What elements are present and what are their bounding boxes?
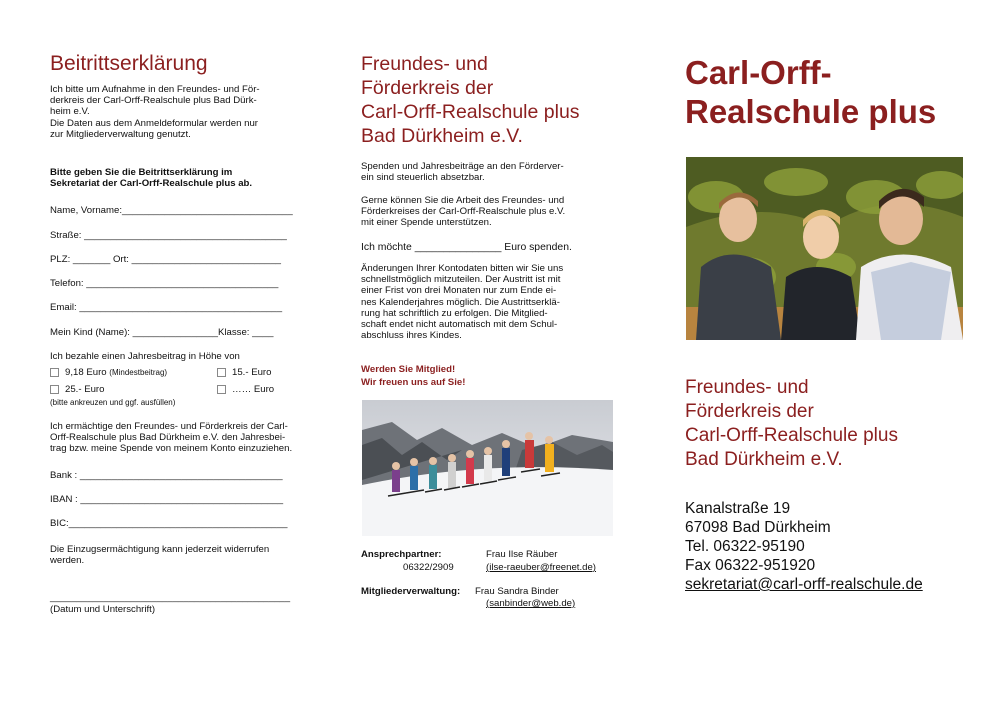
- checkbox-icon[interactable]: [50, 368, 59, 377]
- fee-option-custom[interactable]: …… Euro: [217, 384, 274, 395]
- cta-line: Wir freuen uns auf Sie!: [361, 376, 466, 388]
- debit-line: trag bzw. meine Spende von meinem Konto einzuziehen.: [50, 443, 293, 455]
- checkbox-icon[interactable]: [217, 368, 226, 377]
- instruction-line: Bitte geben Sie die Beitrittserklärung im: [50, 167, 233, 178]
- intro-line: heim e.V.: [50, 106, 90, 118]
- title-line: Carl-Orff-: [685, 54, 832, 91]
- street-field[interactable]: Straße: ______________________________________: [50, 230, 287, 241]
- form-intro: [50, 84, 320, 140]
- call-to-action: [361, 364, 465, 389]
- instruction-line: Sekretariat der Carl-Orff-Realschule plus ab.: [50, 178, 253, 190]
- donation-amount-field[interactable]: Ich möchte _______________ Euro spenden.: [361, 242, 572, 253]
- membership-admin-name: Frau Sandra Binder: [475, 586, 559, 597]
- subtitle-line: Bad Dürkheim e.V.: [685, 449, 843, 470]
- form-heading: Beitrittserklärung: [50, 52, 208, 75]
- subtitle-line: Carl-Orff-Realschule plus: [685, 425, 898, 446]
- cancel-line: rung hat schriftlich zu erfolgen. Die Mitglied-: [361, 307, 548, 319]
- heading-line: Carl-Orff-Realschule plus: [361, 101, 580, 123]
- iban-field[interactable]: IBAN : ______________________________________: [50, 494, 284, 505]
- students-photo: [686, 157, 963, 340]
- bank-field[interactable]: Bank : ______________________________________: [50, 470, 283, 481]
- address-line: 67098 Bad Dürkheim: [685, 519, 831, 536]
- phone-field[interactable]: Telefon: ____________________________________: [50, 278, 279, 289]
- zip-city-field[interactable]: PLZ: _______ Ort: ____________________________: [50, 254, 281, 265]
- cta-line: Werden Sie Mitglied!: [361, 364, 456, 375]
- contact-phone: 06322/2909: [403, 562, 454, 573]
- fee-option-25[interactable]: 25.- Euro: [50, 384, 104, 395]
- cancel-line: schnellstmöglich mitzuteilen. Der Austritt ist mit: [361, 274, 561, 286]
- revocation-note: [50, 544, 330, 566]
- intro-line: Ich bitte um Aufnahme in den Freundes- und För-: [50, 84, 260, 95]
- donation-text: [361, 195, 621, 229]
- tax-note: [361, 161, 621, 183]
- association-subtitle: [685, 376, 898, 472]
- fee-label: Ich bezahle einen Jahresbeitrag in Höhe von: [50, 351, 240, 362]
- revocation-line: Die Einzugsermächtigung kann jederzeit widerrufen: [50, 544, 270, 555]
- heading-line: Freundes- und: [361, 53, 488, 75]
- address-line: Fax 06322-951920: [685, 557, 816, 574]
- donation-line: Förderkreises der Carl-Orff-Realschule plus e.V.: [361, 206, 566, 218]
- fee-option-15[interactable]: 15.- Euro: [217, 367, 271, 378]
- heading-line: Bad Dürkheim e.V.: [361, 125, 523, 147]
- ski-group-photo: [362, 400, 613, 536]
- cancel-line: abschluss ihres Kindes.: [361, 330, 462, 342]
- debit-line: Ich ermächtige den Freundes- und Förderkreis der Carl-: [50, 421, 288, 432]
- heading-line: Förderkreis der: [361, 77, 494, 99]
- fee-option-918[interactable]: 9,18 Euro (Mindestbeitrag): [50, 367, 167, 378]
- tick-hint: (bitte ankreuzen und ggf. ausfüllen): [50, 398, 176, 407]
- direct-debit-text: [50, 421, 330, 455]
- school-email-link[interactable]: sekretariat@carl-orff-realschule.de: [685, 576, 923, 593]
- tax-line: ein sind steuerlich absetzbar.: [361, 172, 485, 184]
- cancel-line: einer Frist von drei Monaten nur zum Ende ei-: [361, 285, 557, 297]
- signature-label: (Datum und Unterschrift): [50, 604, 156, 615]
- membership-admin-label: Mitgliederverwaltung:: [361, 586, 461, 597]
- contact-email-link[interactable]: (ilse-raeuber@freenet.de): [486, 562, 596, 573]
- cancel-line: schaft endet nicht automatisch mit dem Schul-: [361, 319, 558, 331]
- subtitle-line: Förderkreis der: [685, 401, 814, 422]
- membership-admin-email-link[interactable]: (sanbinder@web.de): [486, 598, 576, 609]
- tax-line: Spenden und Jahresbeiträge an den Förderver-: [361, 161, 564, 172]
- min-fee-note: (Mindestbeitrag): [109, 368, 168, 377]
- intro-line: derkreis der Carl-Orff-Realschule plus Bad Dürk-: [50, 95, 257, 107]
- address-line: Kanalstraße 19: [685, 500, 791, 517]
- cancel-line: nes Kalenderjahres möglich. Die Austrittserklä-: [361, 296, 560, 308]
- checkbox-icon[interactable]: [50, 385, 59, 394]
- name-field[interactable]: Name, Vorname:________________________________: [50, 205, 293, 216]
- submit-instruction: [50, 167, 330, 189]
- checkbox-icon[interactable]: [217, 385, 226, 394]
- school-title: [685, 53, 936, 131]
- contact-name: Frau Ilse Räuber: [486, 549, 558, 560]
- bic-field[interactable]: BIC:_________________________________________: [50, 518, 288, 529]
- revocation-line: werden.: [50, 555, 85, 567]
- school-address: [685, 499, 923, 594]
- donation-line: mit einer Spende unterstützen.: [361, 217, 492, 229]
- address-line: Tel. 06322-95190: [685, 538, 805, 555]
- contact-label: Ansprechpartner:: [361, 549, 442, 560]
- intro-line: zur Mitgliederverwaltung genutzt.: [50, 128, 191, 140]
- cancel-line: Änderungen Ihrer Kontodaten bitten wir Sie uns: [361, 263, 564, 274]
- debit-line: Orff-Realschule plus Bad Dürkheim e.V. den Jahresbei-: [50, 432, 286, 444]
- intro-line: Die Daten aus dem Anmeldeformular werden nur: [50, 117, 258, 129]
- signature-line[interactable]: _____________________________________________: [50, 592, 291, 603]
- association-heading: [361, 52, 580, 148]
- subtitle-line: Freundes- und: [685, 377, 809, 398]
- child-class-field[interactable]: Mein Kind (Name): ________________Klasse: ____: [50, 327, 274, 338]
- title-line: Realschule plus: [685, 93, 937, 130]
- donation-line: Gerne können Sie die Arbeit des Freundes- und: [361, 195, 565, 206]
- email-field[interactable]: Email: ______________________________________: [50, 302, 283, 313]
- cancellation-text: [361, 263, 623, 341]
